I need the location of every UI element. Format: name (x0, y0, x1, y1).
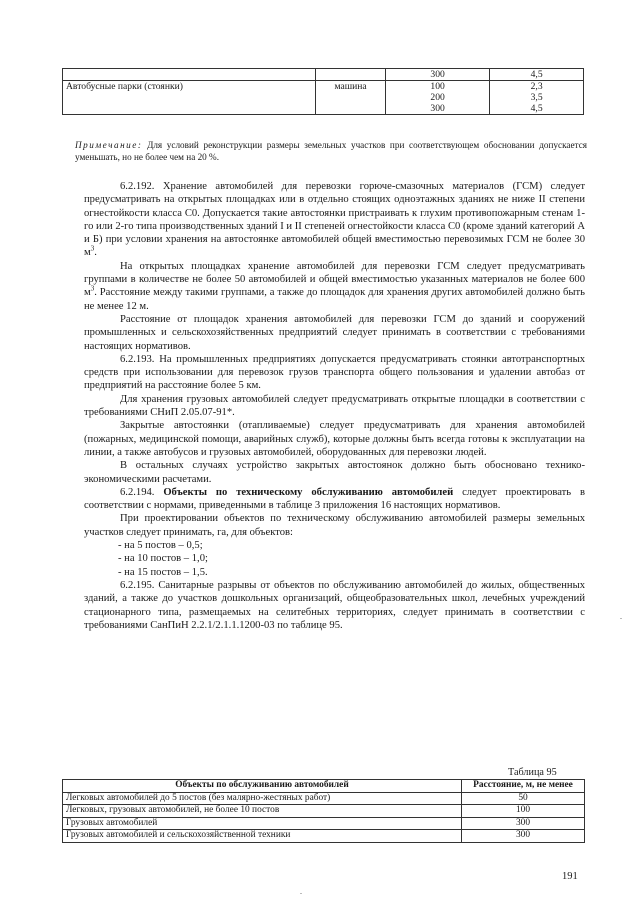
area-value: 2,3 (530, 81, 543, 92)
paragraph: При проектировании объектов по техническому обслуживанию автомобилей размеры земельных участков следует принимать, га, для объектов: (84, 513, 585, 538)
area-value: 3,5 (530, 92, 543, 103)
paragraph-6-2-192 (84, 180, 585, 260)
paragraph-text: 6.2.192. Хранение автомобилей для перевозки горюче-смазочных материалов (ГСМ) следует предусматривать на открытых площадках или в отдельно стоящих одноэтажных зданиях не ниже II степени огнестойкости класса С0. Допускается такие автостоянки пристраивать к глухим противопожарным стенам 1-го или 2-го типа производственных зданий I и II степеней огнестойкости класса С0 (кроме зданий категорий А и Б) при условии хранения на автостоянке автомобилей общей вместимостью перевозимых ГСМ не более 30 м (84, 181, 585, 259)
table-header-row (63, 780, 585, 793)
table-cell-area (490, 69, 584, 81)
paragraph-heading: Объекты по техническому обслуживанию автомобилей (163, 486, 454, 498)
paragraph: Закрытые автостоянки (отапливаемые) следует предусматривать для хранения автомобилей (пожарных, медицинской помощи, аварийных служб), которые должны быть всегда готовы к эксплуатации на линии, а также автобусов и грузовых автомобилей, оборудованных для перевозки людей. (84, 420, 585, 458)
table-cell-distance: 50 (462, 792, 585, 805)
list-item: - на 5 постов – 0,5; (118, 540, 203, 552)
area-value: 4,5 (530, 69, 543, 80)
paragraph: Для хранения грузовых автомобилей следует предусматривать открытые площадки в соответствии с требованиями СНиП 2.05.07-91*. (84, 393, 585, 419)
table-cell-unit: машина (316, 81, 386, 115)
table-cell-capacity (385, 81, 489, 115)
list-item: - на 15 постов – 1,5. (118, 566, 208, 578)
paragraph-6-2-195: 6.2.195. Санитарные разрывы от объектов по обслуживанию автомобилей до жилых, общественных зданий, а также до участков дошкольных организаций, общеобразовательных школ, лечебных учреждений стационарного типа, размещаемых на селитебных территориях, следует принимать в соответствии с требованиями СанПиН 2.2.1/2.1.1.1200-03 по таблице 95. (84, 579, 585, 631)
table-cell-object: Грузовых автомобилей (63, 817, 462, 830)
table-cell-name: Автобусные парки (стоянки) (63, 81, 316, 115)
paragraph-text: . (94, 247, 97, 259)
table-row (63, 830, 585, 843)
table-row (63, 792, 585, 805)
table-cell-unit (316, 69, 386, 81)
paragraph-text: На открытых площадках хранение автомобилей для перевозки ГСМ следует предусматривать группами в количестве не более 50 автомобилей и общей вместимостью указанных материалов не более 600 м (84, 260, 585, 299)
paragraph-text: . Расстояние между такими группами, а также до площадок для хранения других автомобилей должно быть не менее 12 м. (84, 287, 585, 312)
column-header-objects: Объекты по обслуживанию автомобилей (63, 780, 462, 793)
table-cell-object: Грузовых автомобилей и сельскохозяйственной техники (63, 830, 462, 843)
scan-speck (300, 893, 302, 894)
paragraph (84, 260, 585, 313)
column-header-distance: Расстояние, м, не менее (462, 780, 585, 793)
note-label: Примечание: (75, 140, 143, 150)
superscript: 3 (90, 284, 95, 293)
area-value: 4,5 (530, 103, 543, 114)
parking-norms-table (62, 68, 584, 115)
table-cell-object: Легковых автомобилей до 5 постов (без малярно-жестяных работ) (63, 792, 462, 805)
capacity-value: 100 (430, 81, 445, 92)
page-number: 191 (562, 871, 578, 882)
table-cell-area (490, 81, 584, 115)
table-cell-distance: 100 (462, 805, 585, 818)
table-cell-distance: 300 (462, 830, 585, 843)
table-row (63, 805, 585, 818)
table-cell-distance: 300 (462, 817, 585, 830)
superscript: 3 (90, 244, 95, 253)
capacity-value: 300 (430, 103, 445, 114)
paragraph-text: следует проектировать в соответствии с нормами, приведенными в таблице 3 приложения 16 настоящих нормативов. (84, 486, 586, 512)
paragraph: В остальных случаях устройство закрытых автостоянок должно быть обосновано технико-экономическими расчетами. (84, 460, 585, 485)
table-note (75, 139, 587, 163)
list-item: - на 10 постов – 1,0; (118, 553, 208, 565)
capacity-value: 200 (430, 92, 445, 103)
paragraph-number: 6.2.194. (120, 486, 164, 498)
body-text (84, 180, 585, 632)
table-row (63, 81, 584, 115)
scan-speck (620, 618, 622, 619)
table-caption: Таблица 95 (508, 767, 557, 778)
table-cell-name (63, 69, 316, 81)
note-text: Для условий реконструкции размеры земельных участков при соответствующем обосновании допускается уменьшать, но не более чем на 20 %. (75, 140, 587, 162)
paragraph-6-2-193: 6.2.193. На промышленных предприятиях допускается предусматривать стоянки автотранспортных средств при использовании для перевозок грузов транспорта общего пользования и удалении автобаз от предприятий на расстояние более 5 км. (84, 353, 585, 392)
table-row (63, 69, 584, 81)
table-row (63, 817, 585, 830)
table-cell-capacity (385, 69, 489, 81)
paragraph: Расстояние от площадок хранения автомобилей для перевозки ГСМ до зданий и сооружений промышленных и сельскохозяйственных предприятий следует принимать в соответствии с требованиями настоящих нормативов. (84, 313, 585, 352)
paragraph-6-2-194 (84, 486, 585, 513)
capacity-value: 300 (430, 69, 445, 80)
sanitary-distance-table (62, 779, 585, 843)
table-cell-object: Легковых, грузовых автомобилей, не более 10 постов (63, 805, 462, 818)
